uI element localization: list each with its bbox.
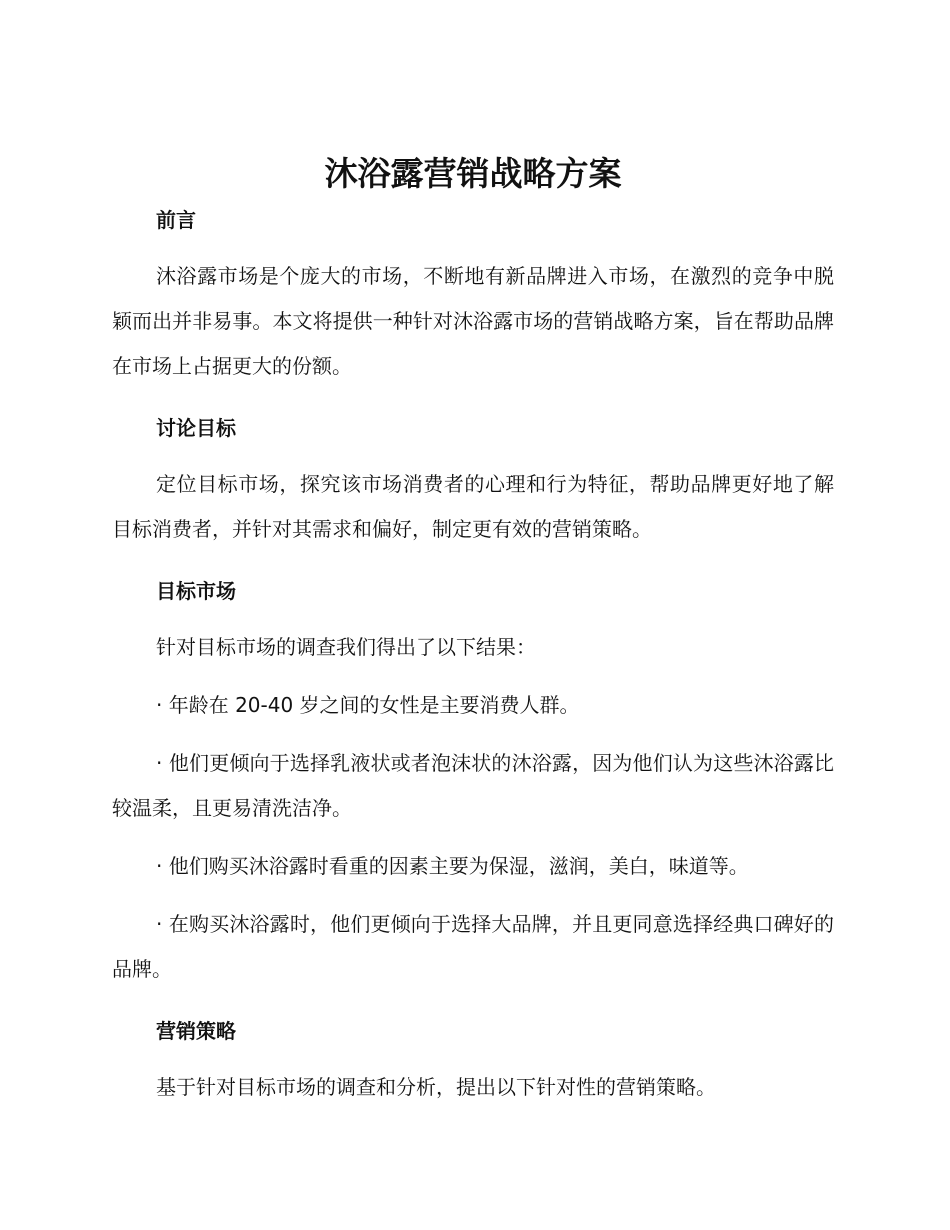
paragraph-market-intro: 针对目标市场的调查我们得出了以下结果：: [156, 635, 536, 659]
section-heading-preface: 前言: [156, 208, 196, 232]
list-item-market-2: · 他们更倾向于选择乳液状或者泡沫状的沐浴露，因为他们认为这些沐浴露比较温柔，且更易清洗洁净。: [112, 751, 834, 820]
list-item-market-4: · 在购买沐浴露时，他们更倾向于选择大品牌，并且更同意选择经典口碑好的品牌。: [112, 912, 834, 981]
section-heading-market: 目标市场: [156, 579, 236, 603]
document-page: [112, 150, 834, 1110]
list-item-market-1: · 年龄在 20-40 岁之间的女性是主要消费人群。: [156, 693, 580, 717]
paragraph-preface: 沐浴露市场是个庞大的市场，不断地有新品牌进入市场，在激烈的竞争中脱颖而出并非易事。本文将提供一种针对沐浴露市场的营销战略方案，旨在帮助品牌在市场上占据更大的份额。: [112, 264, 834, 378]
section-heading-strategy: 营销策略: [156, 1019, 236, 1043]
paragraph-goal: 定位目标市场，探究该市场消费者的心理和行为特征，帮助品牌更好地了解目标消费者，并针对其需求和偏好，制定更有效的营销策略。: [112, 472, 834, 541]
paragraph-strategy: 基于针对目标市场的调查和分析，提出以下针对性的营销策略。: [156, 1075, 716, 1099]
document-title: 沐浴露营销战略方案: [324, 154, 622, 193]
section-heading-goal: 讨论目标: [156, 416, 236, 440]
list-item-market-3: · 他们购买沐浴露时看重的因素主要为保湿，滋润，美白，味道等。: [156, 854, 749, 878]
